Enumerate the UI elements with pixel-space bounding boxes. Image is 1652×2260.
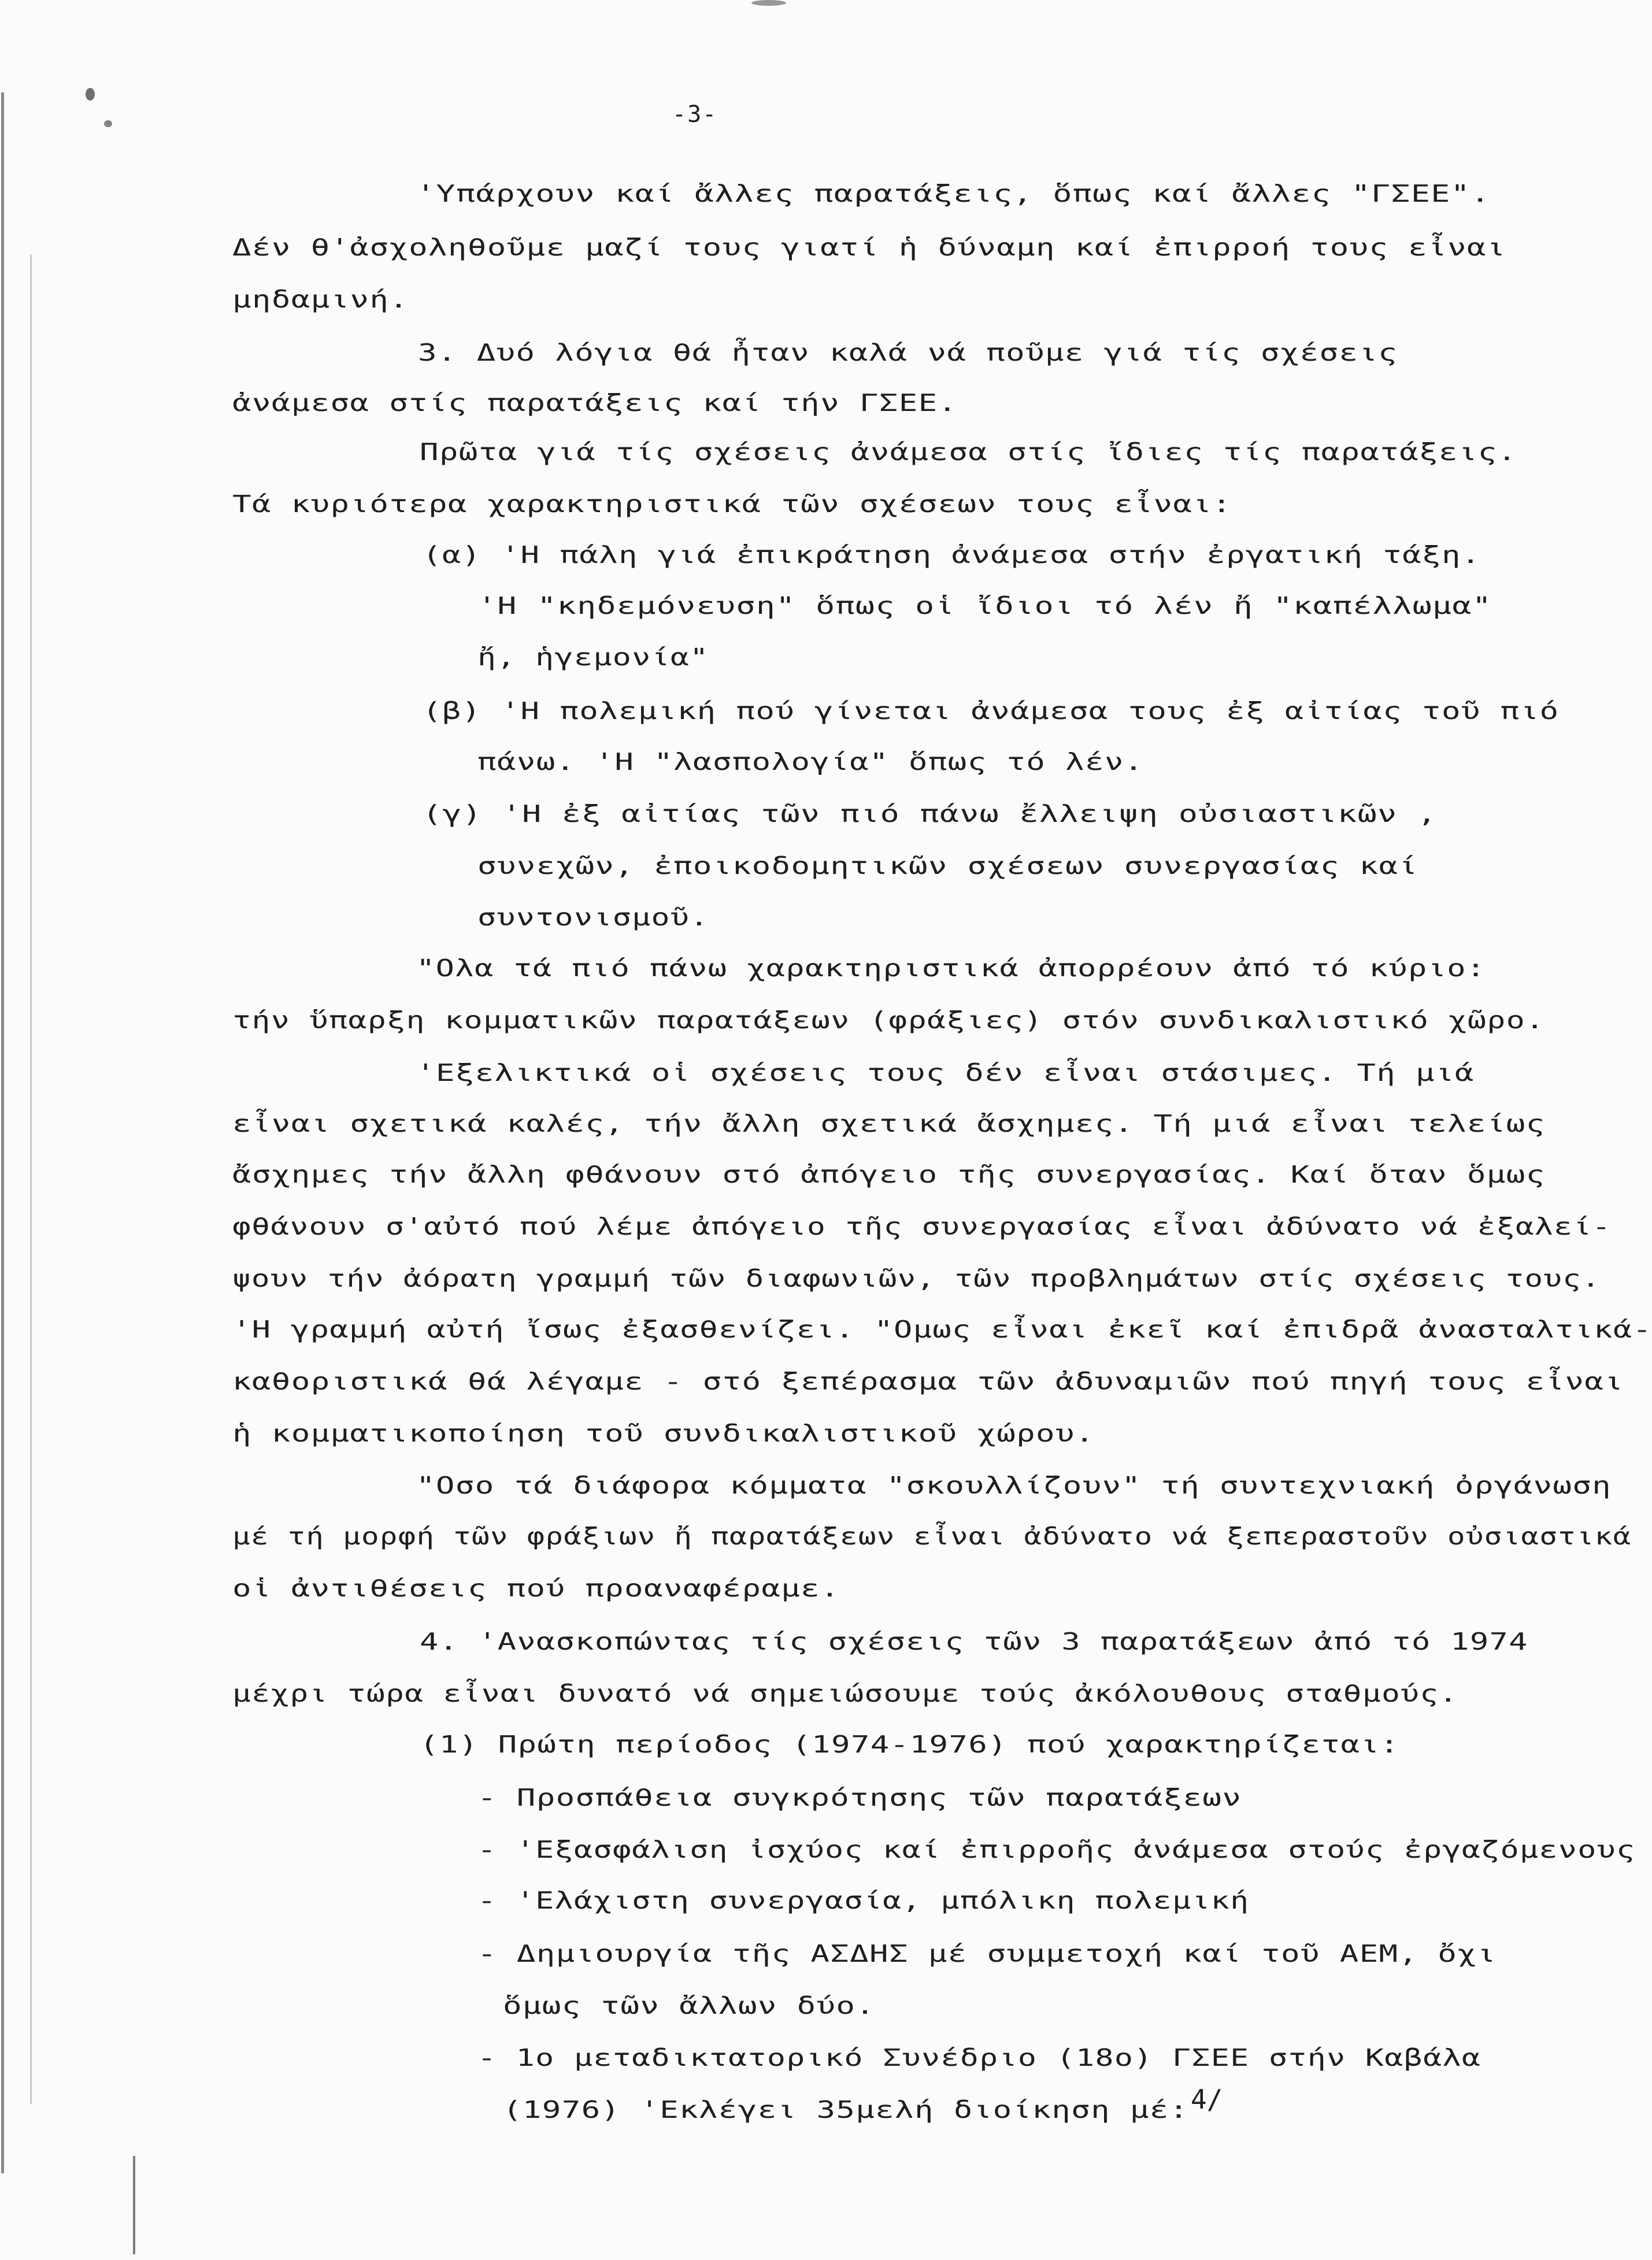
scan-smudge: [86, 88, 95, 101]
text-line: (β) 'Η πολεμική πού γίνεται ἀνάμεσα τους ἐξ αἰτίας τοῦ πιό: [423, 697, 1560, 725]
text-line: 3. Δυό λόγια θά ἦταν καλά νά ποῦμε γιά τίς σχέσεις: [418, 339, 1398, 366]
text-line: ἡ κομματικοποίηση τοῦ συνδικαλιστικοῦ χώρου.: [232, 1420, 1095, 1447]
text-line: εἶναι σχετικά καλές, τήν ἄλλη σχετικά ἄσχημες. Τή μιά εἶναι τελείως: [232, 1110, 1546, 1138]
text-line: 4. 'Ανασκοπώντας τίς σχέσεις τῶν 3 παρατάξεων ἀπό τό 1974: [420, 1628, 1528, 1655]
scan-smudge: [751, 0, 786, 6]
text-line: πάνω. 'Η "λασπολογία" ὅπως τό λέν.: [477, 748, 1144, 776]
scan-edge-mark: [133, 2156, 135, 2254]
scan-smudge: [104, 120, 112, 127]
text-line: μηδαμινή.: [232, 286, 409, 313]
scan-edge-mark: [30, 254, 32, 2104]
text-line: (γ) 'Η ἐξ αἰτίας τῶν πιό πάνω ἔλλειψη οὐσιαστικῶν ,: [423, 800, 1438, 828]
text-line: 'Εξελικτικά οἱ σχέσεις τους δέν εἶναι στάσιμες. Τή μιά: [416, 1059, 1475, 1087]
text-line: "Ολα τά πιό πάνω χαρακτηριστικά ἀπορρέουν ἀπό τό κύριο:: [416, 954, 1486, 982]
text-line: καθοριστικά θά λέγαμε - στό ξεπέρασμα τῶν ἀδυναμιῶν πού πηγή τους εἶναι: [232, 1368, 1624, 1395]
text-line: ὅμως τῶν ἄλλων δύο.: [503, 1992, 876, 2020]
text-line: - 'Εξασφάλιση ἰσχύος καί ἐπιρροῆς ἀνάμεσα στούς ἐργαζόμενους: [477, 1836, 1636, 1863]
text-line: - 'Ελάχιστη συνεργασία, μπόλικη πολεμική: [477, 1887, 1250, 1914]
text-line: - Προσπάθεια συγκρότησης τῶν παρατάξεων: [477, 1784, 1242, 1811]
text-line: συνεχῶν, ἐποικοδομητικῶν σχέσεων συνεργασίας καί: [477, 852, 1418, 880]
text-line: Τά κυριότερα χαρακτηριστικά τῶν σχέσεων τους εἶναι:: [232, 490, 1232, 518]
text-line: ψουν τήν ἀόρατη γραμμή τῶν διαφωνιῶν, τῶν προβλημάτων στίς σχέσεις τους.: [232, 1265, 1601, 1292]
text-line: συντονισμοῦ.: [477, 903, 709, 931]
text-line: (1) Πρώτη περίοδος (1974-1976) πού χαρακτηρίζεται:: [420, 1731, 1400, 1758]
text-line: οἱ ἀντιθέσεις πού προαναφέραμε.: [232, 1574, 840, 1602]
text-line: (1976) 'Εκλέγει 35μελή διοίκηση μέ:: [503, 2096, 1189, 2124]
text-line: Πρῶτα γιά τίς σχέσεις ἀνάμεσα στίς ἴδιες τίς παρατάξεις.: [420, 438, 1517, 466]
text-line: ἄσχημες τήν ἄλλη φθάνουν στό ἀπόγειο τῆς συνεργασίας. Καί ὅταν ὅμως: [232, 1161, 1546, 1188]
page-number: -3-: [672, 101, 718, 128]
scan-edge-mark: [1, 92, 4, 2173]
text-line: μέ τή μορφή τῶν φράξιων ἤ παρατάξεων εἶναι ἀδύνατο νά ξεπεραστοῦν οὐσιαστικά: [232, 1522, 1632, 1550]
text-line: 'Υπάρχουν καί ἄλλες παρατάξεις, ὅπως καί ἄλλες "ΓΣΕΕ".: [416, 180, 1491, 208]
text-line: (α) 'Η πάλη γιά ἐπικράτηση ἀνάμεσα στήν ἐργατική τάξη.: [423, 541, 1481, 569]
text-line: 'Η γραμμή αὐτή ἴσως ἐξασθενίζει. "Ομως εἶναι ἐκεῖ καί ἐπιδρᾶ ἀνασταλτικά-: [232, 1316, 1652, 1343]
text-line: - 1ο μεταδικτατορικό Συνέδριο (18ο) ΓΣΕΕ στήν Καβάλα: [477, 2044, 1481, 2072]
text-line: "Οσο τά διάφορα κόμματα "σκουλλίζουν" τή συντεχνιακή ὀργάνωση: [416, 1472, 1612, 1499]
text-line: φθάνουν σ'αὐτό πού λέμε ἀπόγειο τῆς συνεργασίας εἶναι ἀδύνατο νά ἐξαλεί-: [232, 1213, 1612, 1240]
text-line: ἀνάμεσα στίς παρατάξεις καί τήν ΓΣΕΕ.: [232, 389, 958, 417]
continuation-page-number: 4/: [1191, 2084, 1223, 2115]
text-line: - Δημιουργία τῆς ΑΣΔΗΣ μέ συμμετοχή καί τοῦ ΑΕΜ, ὄχι: [477, 1940, 1497, 1968]
text-line: Δέν θ'ἀσχοληθοῦμε μαζί τους γιατί ἡ δύναμη καί ἐπιρροή τους εἶναι: [232, 234, 1506, 261]
text-line: μέχρι τώρα εἶναι δυνατό νά σημειώσουμε τούς ἀκόλουθους σταθμούς.: [232, 1680, 1458, 1707]
text-line: 'Η "κηδεμόνευση" ὅπως οἱ ἴδιοι τό λέν ἤ "καπέλλωμα": [477, 592, 1492, 620]
text-line: ἤ, ἡγεμονία": [477, 643, 709, 671]
text-line: τήν ὕπαρξη κομματικῶν παρατάξεων (φράξιες) στόν συνδικαλιστικό χῶρο.: [232, 1006, 1545, 1034]
